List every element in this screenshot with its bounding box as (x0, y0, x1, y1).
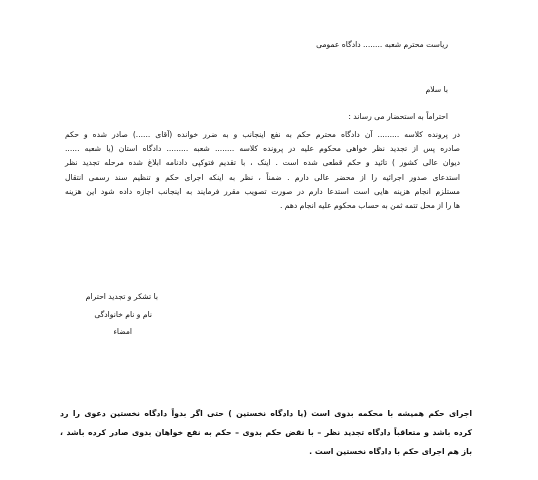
execution-note (60, 404, 472, 461)
salutation: با سلام (425, 85, 448, 94)
closing-line: با تشکر و تجدید احترام (85, 292, 158, 301)
signature-line: امضاء (113, 327, 132, 336)
note-line: اجرای حکم همیشه با محکمه بدوی است (یا دادگاه نخستین ) حتی اگر بدواً دادگاه نخستین دعوی را رد (60, 409, 472, 418)
opening-line: احتراماً به استحضار می رساند : (348, 112, 448, 121)
body-line: مستلزم انجام هزینه هایی است استدعا دارم در صورت تصویب مقرر فرمایند به اینجانب اجازه داده شود این هزینه (65, 186, 460, 196)
body-line: ها را از محل تتمه ثمن به حساب محکوم علیه انجام دهم . (279, 201, 460, 211)
note-line: باز هم اجرای حکم با دادگاه نخستین است . (309, 447, 472, 456)
addressee-line: ریاست محترم شعبه ........ دادگاه عمومی (316, 40, 448, 49)
body-line: در پرونده کلاسه ......... آن دادگاه محترم حکم به نفع اینجانب و به ضرر خوانده (آقای ......) صادر شده و حکم (65, 130, 460, 139)
name-line: نام و نام خانوادگی (94, 310, 152, 319)
body-line: دیوان عالی کشور ) تائید و حکم قطعی شده است . اینک ، با تقدیم فتوکپی دادنامه ابلاغ شده مرحله تجدید نظر (65, 158, 460, 168)
body-line: صادره پس از تجدید نظر خواهی محکوم علیه در پرونده کلاسه ........ شعبه ......... دادگاه استان (یا شعبه ...... (65, 144, 460, 154)
body-line: استدعای صدور اجرائیه را از محضر عالی دارم . ضمناً ، نظر به اینکه اجرای حکم و تنظیم سند رسمی انتقال (65, 172, 460, 182)
letter-body (65, 128, 460, 213)
note-line: کرده باشد و متعاقباً دادگاه تجدید نظر – با نقض حکم بدوی – حکم به نفع خواهان بدوی صادر کرده باشد ، (60, 428, 472, 437)
